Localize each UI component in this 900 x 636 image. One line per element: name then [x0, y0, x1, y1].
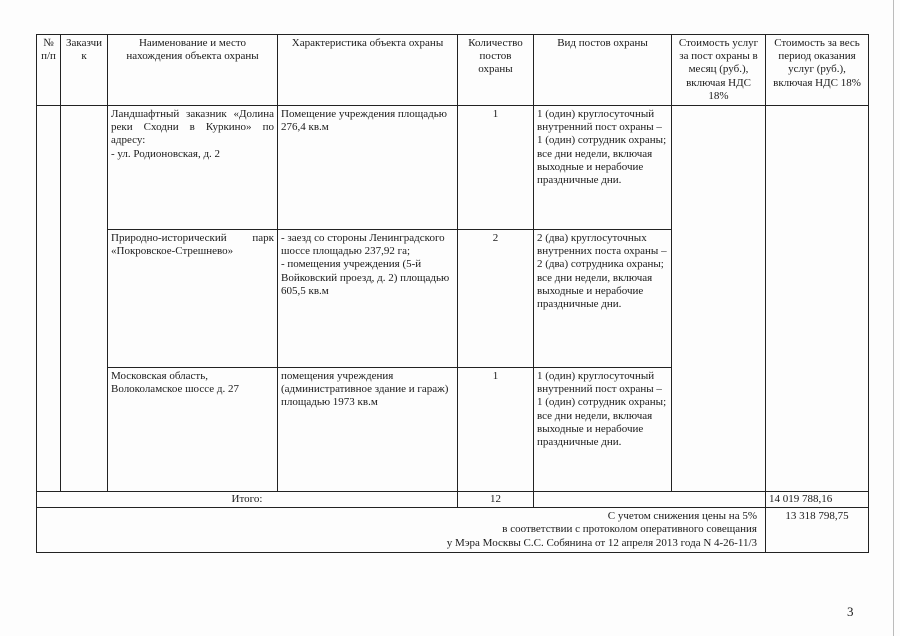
total-empty-cell	[534, 492, 766, 508]
total-row	[37, 492, 869, 508]
discount-line-2: в соответствии с протоколом оперативного совещания	[502, 523, 757, 536]
post-type-cell: 2 (два) круглосуточных внутренних поста охраны – 2 (два) сотрудника охраны; все дни недели, включая выходные и нерабочие праздничные дни.	[534, 230, 672, 368]
header-post-type: Вид постов охраны	[534, 35, 672, 106]
scan-edge-line	[893, 0, 894, 636]
object-name-cell: Ландшафтный заказник «Долина реки Сходни в Куркино» по адресу: - ул. Родионовская, д. 2	[108, 106, 278, 230]
post-type-cell: 1 (один) круглосуточный внутренний пост охраны – 1 (один) сотрудник охраны; все дни недели, включая выходные и нерабочие праздничные дни.	[534, 368, 672, 492]
header-name-location: Наименование и место нахождения объекта охраны	[108, 35, 278, 106]
total-posts: 12	[458, 492, 534, 508]
header-characteristic: Характеристика объекта охраны	[278, 35, 458, 106]
total-label: Итого:	[37, 492, 458, 508]
characteristic-cell: Помещение учреждения площадью 276,4 кв.м	[278, 106, 458, 230]
header-row	[37, 35, 869, 106]
post-type-cell: 1 (один) круглосуточный внутренний пост охраны – 1 (один) сотрудник охраны; все дни недели, включая выходные и нерабочие праздничные дни.	[534, 106, 672, 230]
discount-row	[37, 508, 869, 553]
characteristic-cell: помещения учреждения (административное здание и гараж) площадью 1973 кв.м	[278, 368, 458, 492]
discount-line-3: у Мэра Москвы С.С. Собянина от 12 апреля 2013 года N 4-26-11/3	[446, 536, 757, 549]
header-posts-count: Количество постов охраны	[458, 35, 534, 106]
characteristic-cell: - заезд со стороны Ленинградского шоссе площадью 237,92 га; - помещения учреждения (5-й Войковский проезд, д. 2) площадью 605,5 кв.м	[278, 230, 458, 368]
total-cost-cell	[766, 106, 869, 492]
object-name-cell: Природно-исторический парк «Покровское-Стрешнево»	[108, 230, 278, 368]
customer-cell	[61, 106, 108, 492]
security-services-table	[36, 34, 869, 553]
monthly-cost-cell	[672, 106, 766, 492]
header-monthly-cost: Стоимость услуг за пост охраны в месяц (руб.), включая НДС 18%	[672, 35, 766, 106]
posts-count-cell: 1	[458, 368, 534, 492]
header-customer: Заказчик	[61, 35, 108, 106]
discount-line-1: С учетом снижения цены на 5%	[607, 510, 757, 523]
number-cell	[37, 106, 61, 492]
table-row	[37, 106, 869, 230]
discount-note	[37, 508, 766, 553]
posts-count-cell: 2	[458, 230, 534, 368]
object-name-cell: Московская область, Волоколамское шоссе д. 27	[108, 368, 278, 492]
page-number: 3	[847, 604, 854, 619]
header-total-cost: Стоимость за весь период оказания услуг (руб.), включая НДС 18%	[766, 35, 869, 106]
posts-count-cell: 1	[458, 106, 534, 230]
discount-sum: 13 318 798,75	[766, 508, 869, 553]
header-number: № п/п	[37, 35, 61, 106]
total-sum: 14 019 788,16	[766, 492, 869, 508]
